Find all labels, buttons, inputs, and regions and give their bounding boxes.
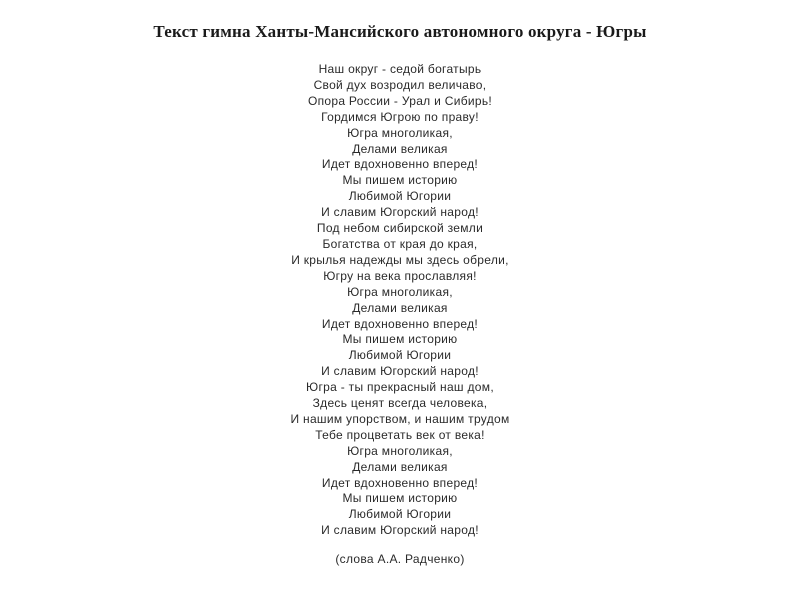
lyric-line: И нашим упорством, и нашим трудом [290,411,510,426]
lyric-line: Мы пишем историю [342,173,458,188]
lyric-line: Любимой Югории [348,348,452,363]
lyric-line: И славим Югорский народ! [321,205,479,220]
lyric-line: Под небом сибирской земли [316,221,484,236]
lyric-line: Югру на века прославляя! [323,268,477,283]
lyric-line: И славим Югорский народ! [321,523,479,538]
lyric-line: Мы пишем историю [342,491,458,506]
lyric-line: Идет вдохновенно вперед! [321,316,479,331]
lyric-line: Наш округ - седой богатырь [318,62,482,76]
lyric-line: Тебе процветать век от века! [315,427,485,442]
anthem-lyrics [0,62,800,539]
lyric-line: Мы пишем историю [342,332,458,347]
lyric-line: Любимой Югории [348,507,452,522]
lyric-line: Любимой Югории [348,189,452,204]
lyric-line: Опора России - Урал и Сибирь! [307,93,493,108]
lyric-line: И крылья надежды мы здесь обрели, [291,252,509,267]
lyric-line: Делами великая [352,141,448,156]
lyric-line: Гордимся Югрою по праву! [321,109,479,124]
lyric-line: Свой дух возродил величаво, [313,77,487,92]
lyric-line: Югра - ты прекрасный наш дом, [306,380,494,395]
lyric-line: И славим Югорский народ! [321,364,479,379]
lyric-line: Югра многоликая, [347,443,453,458]
lyric-line: Делами великая [352,300,448,315]
lyric-line: Делами великая [352,459,448,474]
lyric-line: Идет вдохновенно вперед! [321,475,479,490]
lyric-line: Идет вдохновенно вперед! [321,157,479,172]
lyric-line: Здесь ценят всегда человека, [312,396,488,411]
page-title: Текст гимна Ханты-Мансийского автономного округа - Югры [153,22,647,41]
lyric-line: Богатства от края до края, [322,236,478,251]
lyric-line: Югра многоликая, [347,284,453,299]
lyric-line: Югра многоликая, [347,125,453,140]
author-credit: (слова А.А. Радченко) [335,552,465,566]
